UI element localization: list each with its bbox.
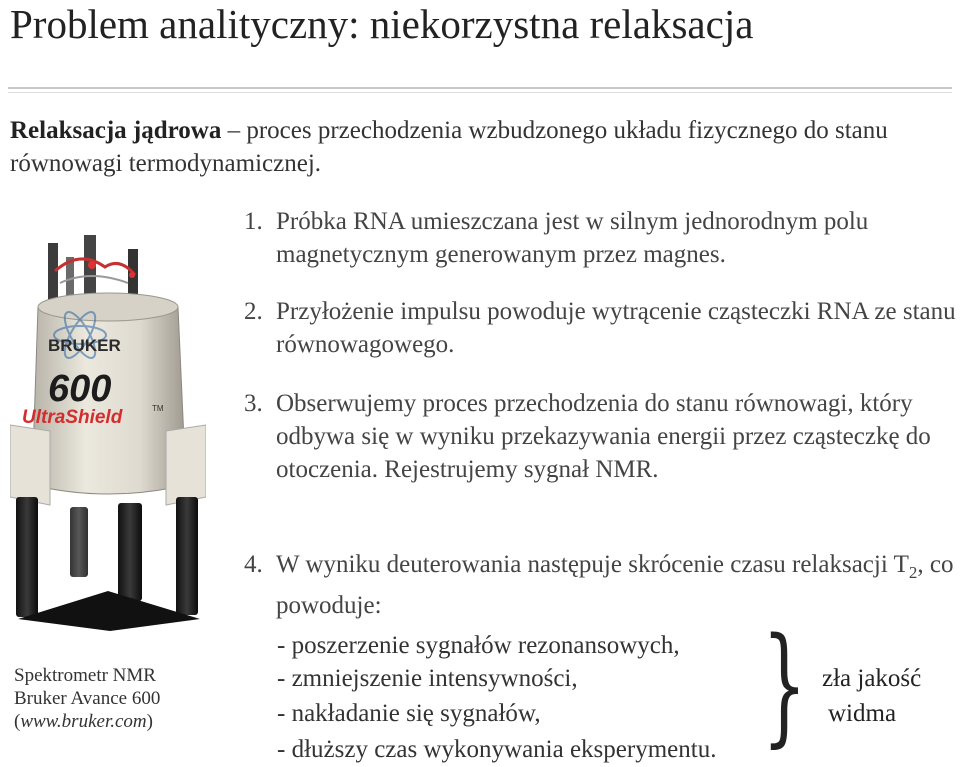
source-link[interactable]: www.bruker.com [20, 711, 147, 732]
intro-term: Relaksacja jądrowa [10, 117, 222, 144]
model-label: 600 [48, 368, 112, 410]
trademark-label: TM [152, 404, 164, 413]
page-title: Problem analityczny: niekorzystna relaksacja [10, 1, 754, 47]
step-number: 2. [244, 298, 263, 325]
caption-line1: Spektrometr NMR [14, 665, 156, 686]
subscript-index: 2 [908, 563, 918, 582]
series-label: UltraShield [22, 407, 123, 428]
step-text-tail: , co powoduje: [276, 551, 954, 619]
consequence-item: - zmniejszenie intensywności, [277, 665, 578, 692]
consequence-item: - poszerzenie sygnałów rezonansowych, [277, 632, 680, 659]
right-brace-icon: } [762, 611, 807, 760]
step-text: Obserwujemy proces przechodzenia do stanu równowagi, który odbywa się w wyniku przekazywania energii przez cząsteczkę do otoczenia. Rejestrujemy sygnał NMR. [276, 390, 931, 483]
step-number: 4. [244, 551, 263, 578]
brand-label: BRUKER [48, 336, 121, 355]
image-caption [14, 664, 160, 733]
step-number: 1. [244, 208, 263, 235]
brace-label-line1: zła jakość [822, 665, 922, 692]
caption-line2: Bruker Avance 600 [14, 688, 161, 709]
step-text: Próbka RNA umieszczana jest w silnym jednorodnym polu magnetycznym generowanym przez magnes. [276, 208, 869, 268]
caption-paren: ) [146, 711, 153, 732]
nmr-spectrometer-image [10, 235, 206, 635]
consequence-item: - nakładanie się sygnałów, [277, 700, 541, 727]
step-text-main: W wyniku deuterowania następuje skrócenie czasu relaksacji T [276, 551, 909, 578]
step-text [276, 548, 956, 622]
intro-definition-text: – proces przechodzenia wzbudzonego układu fizycznego do stanu równowagi termodynamicznej. [10, 117, 888, 177]
caption-line3 [14, 710, 160, 733]
brace-label-line2: widma [828, 700, 897, 727]
title-divider [8, 87, 952, 89]
intro-definition [10, 114, 910, 180]
consequence-item: - dłuższy czas wykonywania eksperymentu. [277, 736, 717, 763]
step-text: Przyłożenie impulsu powoduje wytrącenie cząsteczki RNA ze stanu równowagowego. [276, 298, 956, 358]
step-number: 3. [244, 390, 263, 417]
caption-paren: ( [14, 711, 21, 732]
